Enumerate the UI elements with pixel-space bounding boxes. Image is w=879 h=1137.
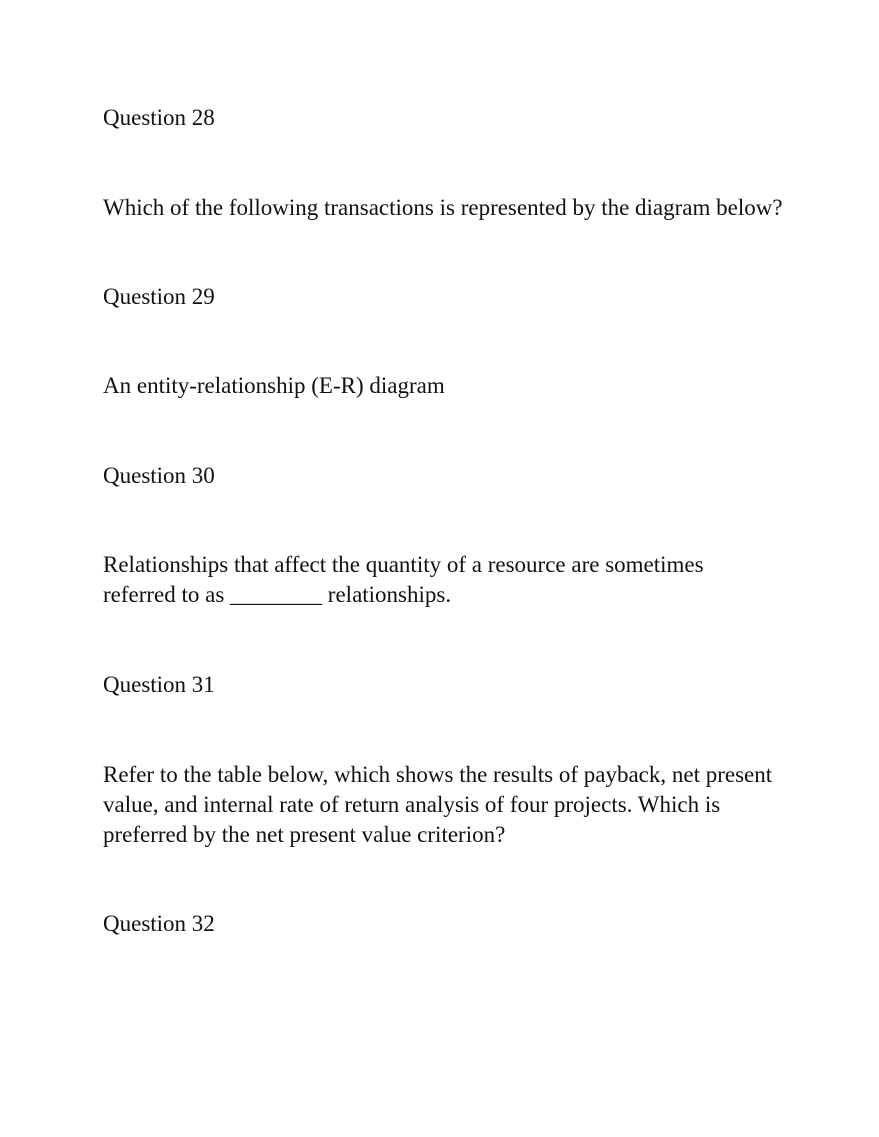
question-30-text-line-1: Relationships that affect the quantity of a resource are sometimes — [103, 552, 704, 577]
question-29-text: An entity-relationship (E-R) diagram — [103, 373, 445, 398]
question-32-heading: Question 32 — [103, 911, 215, 936]
question-31-text-line-2: value, and internal rate of return analysis of four projects. Which is — [103, 792, 721, 817]
question-31-heading: Question 31 — [103, 672, 215, 697]
question-29-heading: Question 29 — [103, 284, 215, 309]
question-28-heading: Question 28 — [103, 105, 215, 130]
question-28-text: Which of the following transactions is represented by the diagram below? — [103, 195, 783, 220]
question-31-text-line-3: preferred by the net present value criterion? — [103, 822, 506, 847]
question-31-text-line-1: Refer to the table below, which shows the results of payback, net present — [103, 762, 773, 787]
question-30-heading: Question 30 — [103, 463, 215, 488]
question-30-text-line-2: referred to as ________ relationships. — [103, 582, 452, 607]
